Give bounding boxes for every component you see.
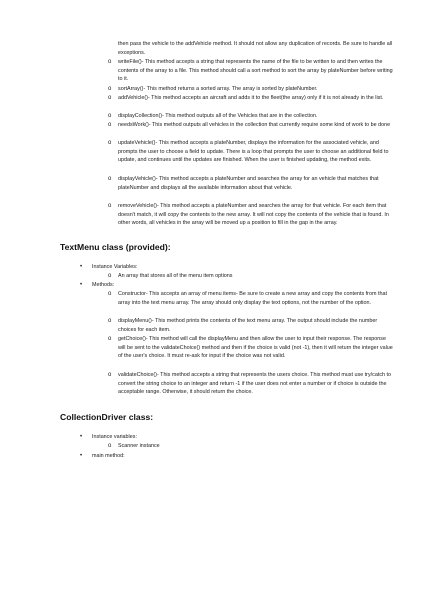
list-bullet: • — [80, 434, 83, 440]
list-bullet: o — [108, 372, 112, 378]
list-bullet: o — [108, 443, 112, 449]
textmenu-constructor: Constructor- This accepts an array of menu items- Be sure to create a new array and copy the contents from that array into the text menu array. The array should only display the text options, not the number of the option. — [118, 291, 387, 306]
driver-iv-label: Instance variables: — [92, 434, 137, 440]
method-removevehicle: removeVehicle()- This method accepts a plateNumber and searches the array for that vehicle. For each item that doesn't match, it will copy the contents to the new array. It will not copy the contents of the vehicle that is found. In other words, all vehicles in the array will be moved up a position to fill in the gap in the array. — [118, 203, 389, 227]
textmenu-heading: TextMenu class (provided): — [60, 242, 171, 252]
list-bullet: o — [108, 113, 112, 119]
method-sortarray: sortArray()- This method returns a sorted array. The array is sorted by plateNumber. — [118, 86, 318, 92]
driver-heading: CollectionDriver class: — [60, 412, 154, 422]
method-needswork: needsWork()- This method outputs all vehicles in the collection that currently require some kind of work to be done — [118, 122, 391, 128]
driver-main-label: main method: — [92, 453, 125, 459]
method-updatevehicle: updateVehicle()- This method accepts a plateNumber, displays the information for the associated vehicle, and prompts the user to choose a field to update. There is a loop that prompts the user to choose an additional field to update, and continues until the updates are finished. When the user is finished updating, the method exits. — [118, 140, 389, 164]
list-bullet: o — [108, 122, 112, 128]
list-bullet: • — [80, 264, 83, 270]
list-bullet: o — [108, 95, 112, 101]
textmenu-iv-item: An array that stores all of the menu item options — [118, 273, 233, 279]
intro-text: then pass the vehicle to the addVehicle method. It should not allow any duplication of records. Be sure to handle all exceptions. — [118, 41, 393, 56]
textmenu-getchoice: getChoice()- This method will call the displayMenu and then allow the user to input their response. The response will be sent to the validateChoice() method and then if the choice is valid (not -1), then it will return the integer value of the user's choice. It must re-ask for input if the choice was not valid. — [118, 336, 393, 360]
list-bullet: o — [108, 176, 112, 182]
method-writefile: writeFile()- This method accepts a string that represents the name of the file to be written to and then writes the contents of the array to a file. This method should call a sort method to sort the array by plateNumber before writing to it. — [118, 59, 393, 83]
list-bullet: o — [108, 59, 112, 65]
list-bullet: o — [108, 203, 112, 209]
list-bullet: o — [108, 140, 112, 146]
method-displayvehicle: displayVehicle()- This method accepts a plateNumber and searches the array for an vehicle that matches that plateNumber and displays all the available information about that vehicle. — [118, 176, 379, 191]
list-bullet: o — [108, 273, 112, 279]
list-bullet: o — [108, 86, 112, 92]
textmenu-validatechoice: validateChoice()- This method accepts a string that represents the users choice. This method must use try/catch to convert the string choice to an integer and return -1 if the user does not enter a number or if choice is outside the acceptable range. Otherwise, it should return the choice. — [118, 372, 392, 396]
driver-iv-item: Scanner instance — [118, 443, 160, 449]
textmenu-displaymenu: displayMenu()- This method prints the contents of the text menu array. The output should include the number choices for each item. — [118, 318, 378, 333]
list-bullet: • — [80, 282, 83, 288]
method-displaycollection: displayCollection()- This method outputs all of the Vehicles that are in the collection. — [118, 113, 318, 119]
list-bullet: o — [108, 336, 112, 342]
method-addvehicle: addVehicle()- This method accepts an aircraft and adds it to the fleet(the array) only if it is not already in the list. — [118, 95, 384, 101]
textmenu-iv-label: Instance Variables: — [92, 264, 138, 270]
textmenu-methods-label: Methods: — [92, 282, 115, 288]
list-bullet: • — [80, 453, 83, 459]
list-bullet: o — [108, 291, 112, 297]
list-bullet: o — [108, 318, 112, 324]
